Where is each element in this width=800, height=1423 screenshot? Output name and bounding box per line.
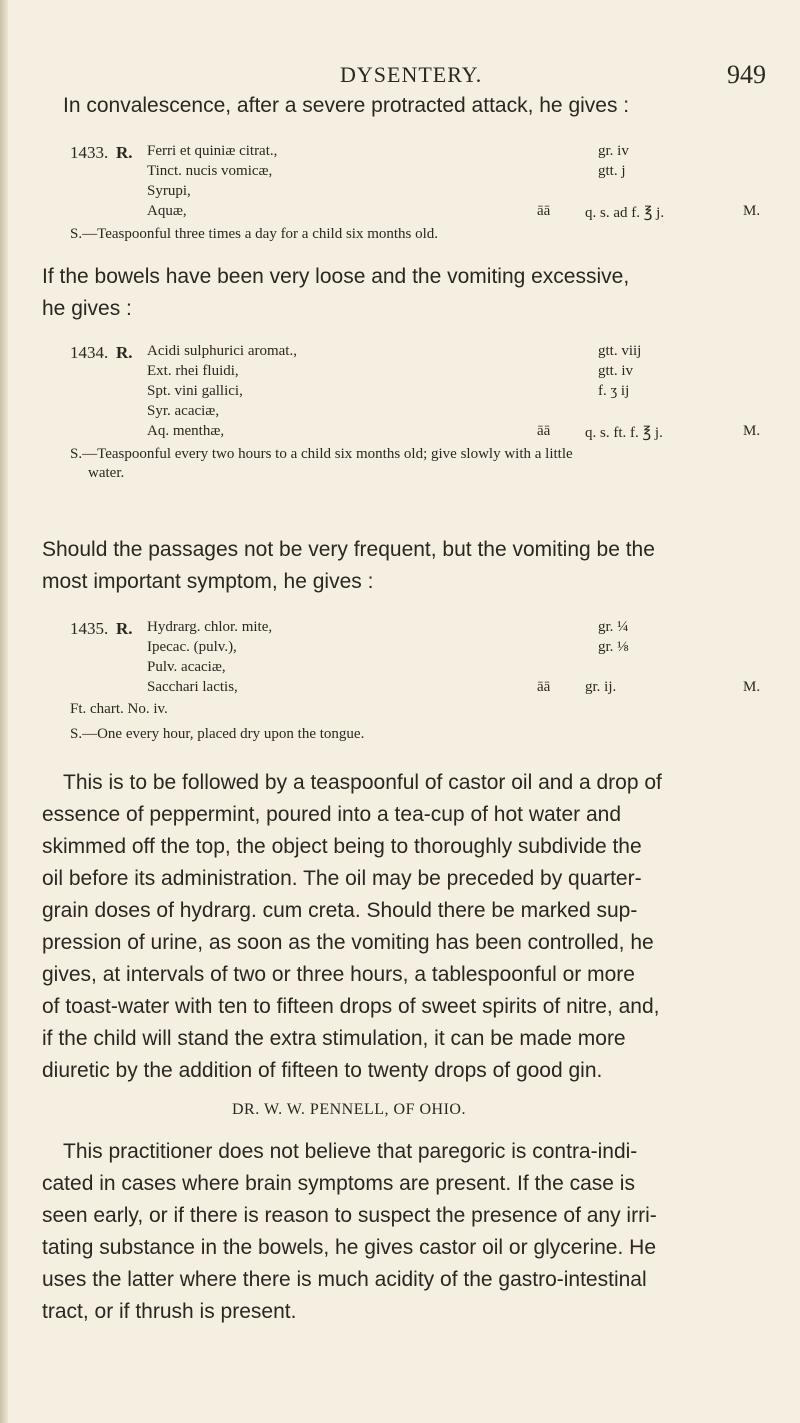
misce-mark: M.	[743, 423, 761, 439]
rx-row	[70, 363, 770, 383]
dose: gtt. viij	[598, 343, 642, 359]
recipe-symbol: R.	[116, 619, 133, 638]
rx-row	[70, 163, 770, 183]
prescription-number: 1434.	[70, 343, 109, 362]
dose: gr. ¼	[598, 619, 629, 635]
ingredient: Ipecac. (pulv.),	[147, 639, 237, 655]
dose: q. s. ft. f. ℥ j.	[585, 425, 663, 441]
paragraph-line: uses the latter where there is much acidity of the gastro-intestinal	[42, 1268, 647, 1291]
rx-row	[70, 679, 770, 699]
running-head: DYSENTERY.	[340, 62, 483, 87]
prescription-number: 1433.	[70, 143, 109, 162]
rx-row	[70, 619, 770, 639]
paragraph-line: oil before its administration. The oil may be preceded by quarter-	[42, 867, 642, 890]
paragraph-line: This is to be followed by a teaspoonful of castor oil and a drop of	[63, 771, 662, 794]
recipe-symbol: R.	[116, 143, 133, 162]
ana-mark: āā	[537, 679, 551, 695]
rx-row	[70, 383, 770, 403]
prescription-1433	[70, 143, 770, 253]
rx-row	[70, 403, 770, 423]
paragraph-line: of toast-water with ten to fifteen drops of sweet spirits of nitre, and,	[42, 995, 660, 1018]
rx-row	[70, 423, 770, 443]
rx-row	[70, 343, 770, 363]
signa: S.—One every hour, placed dry upon the tongue.	[70, 726, 365, 742]
prescription-1434	[70, 343, 780, 493]
ingredient: Ext. rhei fluidi,	[147, 363, 239, 379]
paragraph-line: diuretic by the addition of fifteen to twenty drops of good gin.	[42, 1059, 603, 1082]
ana-mark: āā	[537, 423, 551, 439]
intro-paragraph-3-line-1: Should the passages not be very frequent, but the vomiting be the	[42, 538, 655, 561]
signa: S.—Teaspoonful three times a day for a child six months old.	[70, 226, 439, 242]
ingredient: Aquæ,	[147, 203, 187, 219]
paragraph-line: if the child will stand the extra stimulation, it can be made more	[42, 1027, 626, 1050]
prescription-1435	[70, 619, 770, 749]
intro-paragraph-2-line-1: If the bowels have been very loose and the vomiting excessive,	[42, 265, 630, 288]
intro-paragraph-3-line-2: most important symptom, he gives :	[42, 570, 374, 593]
intro-paragraph-2-line-2: he gives :	[42, 297, 132, 320]
rx-row	[70, 639, 770, 659]
paragraph-line: tating substance in the bowels, he gives castor oil or glycerine. He	[42, 1236, 656, 1259]
ingredient: Tinct. nucis vomicæ,	[147, 163, 273, 179]
paragraph-line: essence of peppermint, poured into a tea-cup of hot water and	[42, 803, 622, 826]
ingredient: Acidi sulphurici aromat.,	[147, 343, 297, 359]
paragraph-line: skimmed off the top, the object being to thoroughly subdivide the	[42, 835, 642, 858]
dose: gr. ij.	[585, 679, 617, 695]
paragraph-line: cated in cases where brain symptoms are present. If the case is	[42, 1172, 635, 1195]
dose: q. s. ad f. ℥ j.	[585, 205, 665, 221]
rx-row	[70, 203, 770, 223]
rx-row	[70, 659, 770, 679]
rx-row	[70, 143, 770, 163]
signa-line-1: S.—Teaspoonful every two hours to a child six months old; give slowly with a little	[70, 446, 573, 462]
ana-mark: āā	[537, 203, 551, 219]
paragraph-line: gives, at intervals of two or three hours, a tablespoonful or more	[42, 963, 635, 986]
prescription-number: 1435.	[70, 619, 109, 638]
page-header	[0, 36, 800, 89]
intro-paragraph-1: In convalescence, after a severe protracted attack, he gives :	[63, 94, 630, 117]
ingredient: Ferri et quiniæ citrat.,	[147, 143, 278, 159]
dose: f. ʒ ij	[598, 383, 630, 399]
paragraph-line: tract, or if thrush is present.	[42, 1300, 297, 1323]
ingredient: Pulv. acaciæ,	[147, 659, 226, 675]
ingredient: Syr. acaciæ,	[147, 403, 220, 419]
paragraph-line: seen early, or if there is reason to suspect the presence of any irri-	[42, 1204, 657, 1227]
misce-mark: M.	[743, 679, 761, 695]
dose: gr. iv	[598, 143, 629, 159]
chart-note: Ft. chart. No. iv.	[70, 701, 168, 717]
rx-row	[70, 183, 770, 203]
ingredient: Aq. menthæ,	[147, 423, 225, 439]
paragraph-line: grain doses of hydrarg. cum creta. Should there be marked sup-	[42, 899, 638, 922]
signa-line-2: water.	[88, 465, 125, 481]
recipe-symbol: R.	[116, 343, 133, 362]
misce-mark: M.	[743, 203, 761, 219]
section-title: DR. W. W. PENNELL, OF OHIO.	[232, 1101, 466, 1118]
paragraph-line: pression of urine, as soon as the vomiting has been controlled, he	[42, 931, 654, 954]
ingredient: Syrupi,	[147, 183, 191, 199]
dose: gtt. j	[598, 163, 626, 179]
ingredient: Spt. vini gallici,	[147, 383, 243, 399]
ingredient: Sacchari lactis,	[147, 679, 238, 695]
page-number: 949	[727, 60, 766, 89]
dose: gtt. iv	[598, 363, 634, 379]
ingredient: Hydrarg. chlor. mite,	[147, 619, 273, 635]
paragraph-line: This practitioner does not believe that paregoric is contra-indi-	[63, 1140, 638, 1163]
dose: gr. ⅛	[598, 639, 629, 655]
